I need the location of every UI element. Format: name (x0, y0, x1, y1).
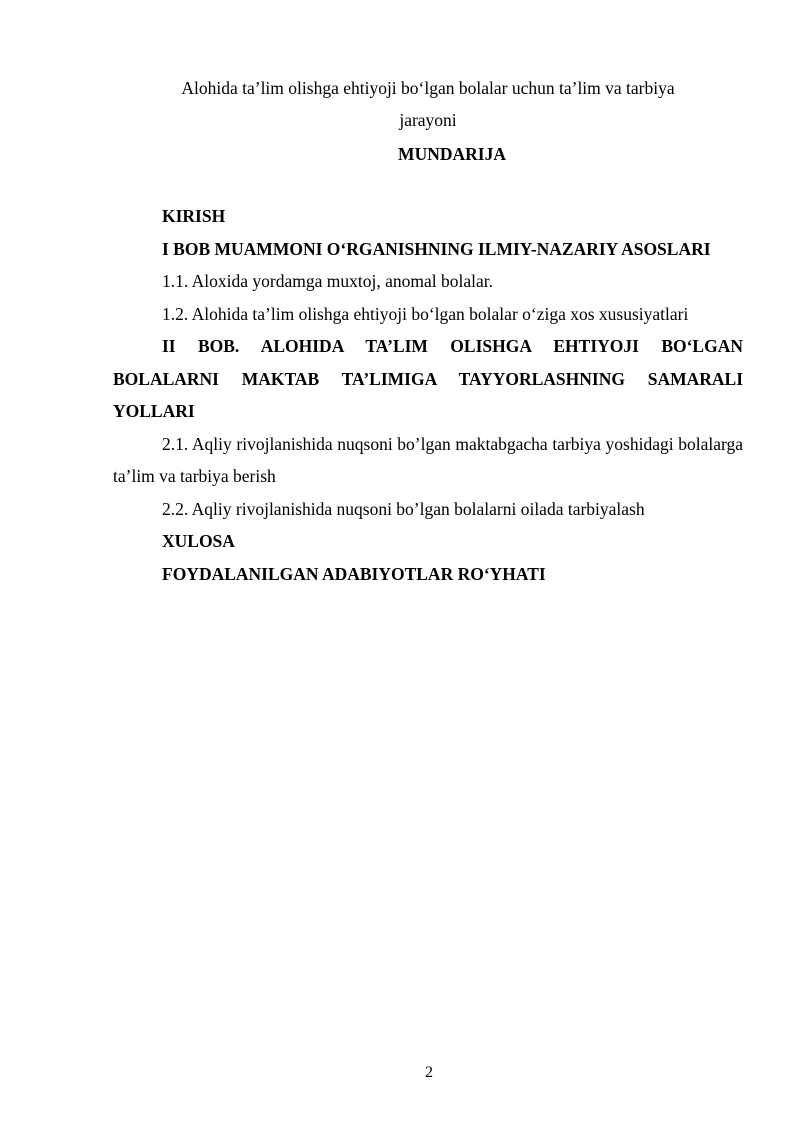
toc-entry-section-1-1: 1.1. Aloxida yordamga muxtoj, anomal bolalar. (162, 271, 493, 291)
toc-entry-section-2-2: 2.2. Aqliy rivojlanishida nuqsoni bo’lgan bolalarni oilada tarbiyalash (162, 498, 645, 519)
page-number: 2 (425, 1064, 433, 1081)
title-line-2: jarayoni (399, 110, 457, 130)
toc-entry-section-2-1: 2.1. Aqliy rivojlanishida nuqsoni bo’lgan maktabgacha tarbiya yoshidagi bolalarga ta’lim va tarbiya berish (113, 433, 743, 486)
toc-entry-chapter-2: II BOB. ALOHIDA TA’LIM OLISHGA EHTIYOJI BO‘LGAN BOLALARNI MAKTAB TA’LIMIGA TAYYORLASHNING SAMARALI YOLLARI (113, 336, 743, 421)
toc-entry-introduction: KIRISH (162, 206, 226, 226)
title-line-1: Alohida ta’lim olishga ehtiyoji bo‘lgan bolalar uchun ta’lim va tarbiya (181, 78, 675, 98)
toc-entry-conclusion: XULOSA (162, 531, 235, 551)
table-of-contents (113, 200, 743, 590)
toc-entry-chapter-1: I BOB MUAMMONI O‘RGANISHNING ILMIY-NAZARIY ASOSLARI (162, 238, 711, 259)
toc-entry-bibliography: FOYDALANILGAN ADABIYOTLAR RO‘YHATI (162, 563, 546, 584)
document-title (113, 72, 743, 136)
contents-heading: MUNDARIJA (398, 144, 506, 164)
toc-entry-section-1-2: 1.2. Alohida ta’lim olishga ehtiyoji bo‘lgan bolalar o‘ziga xos xususiyatlari (162, 303, 689, 324)
